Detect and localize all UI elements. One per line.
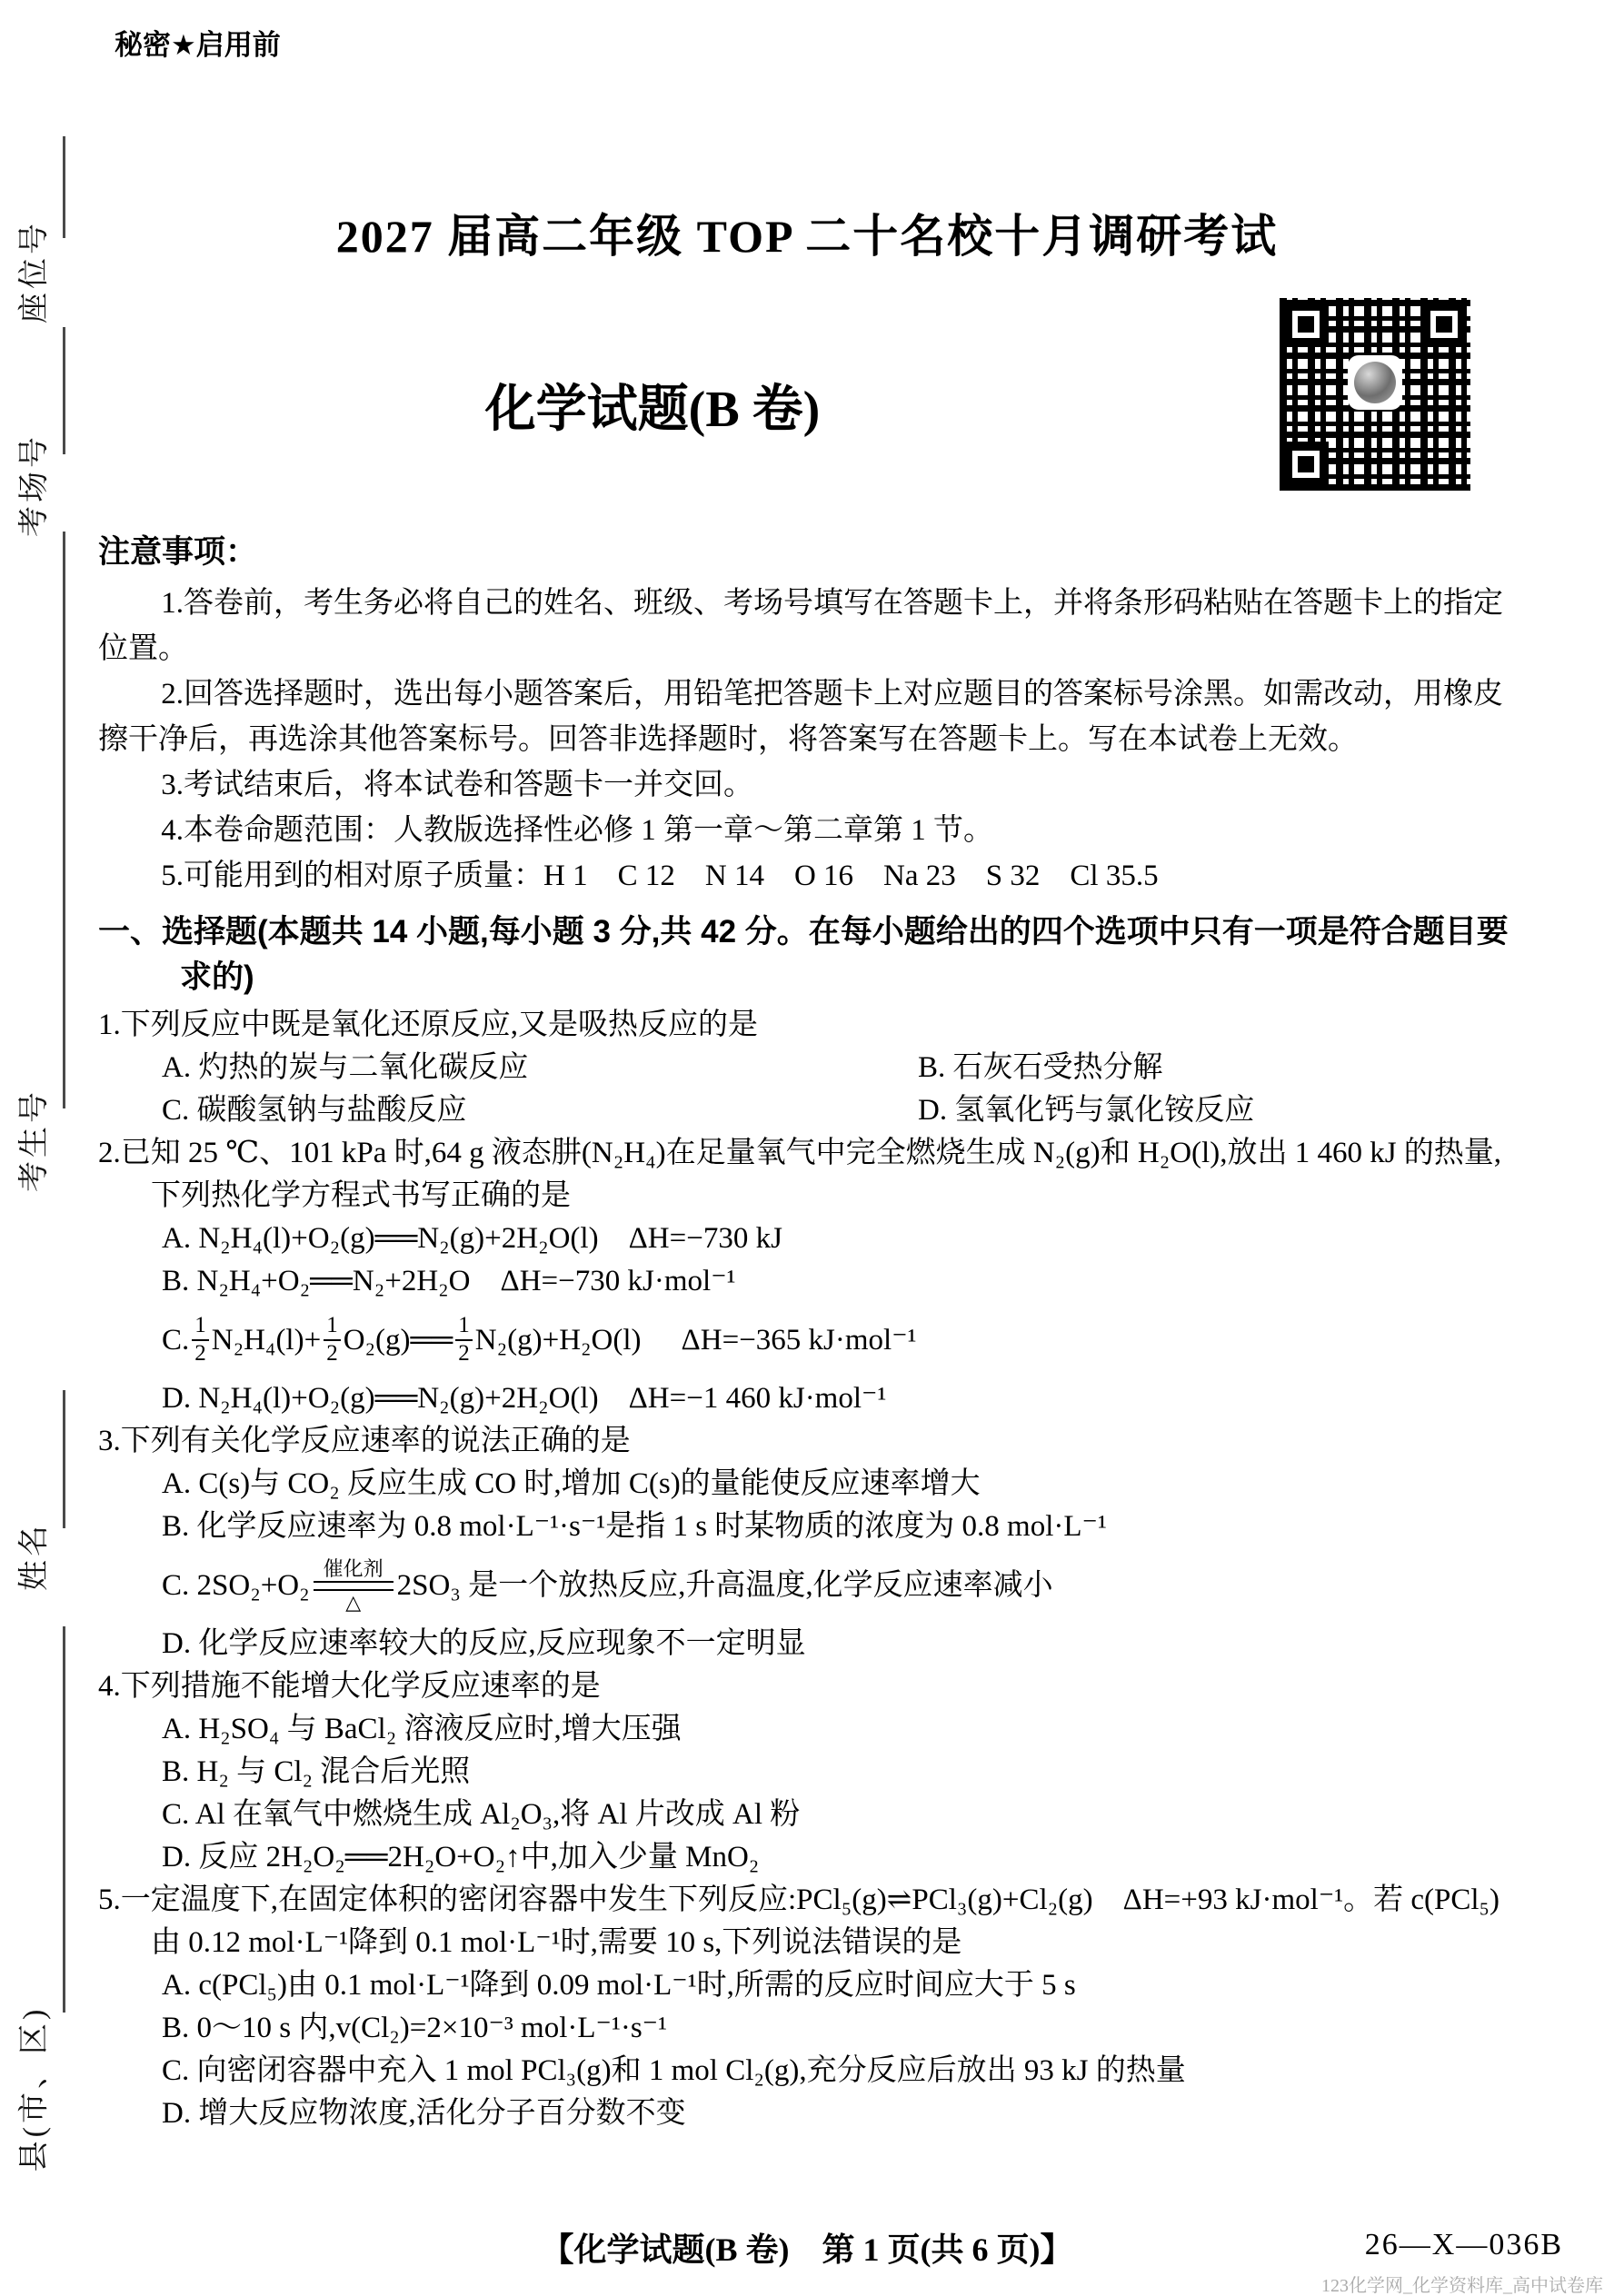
exam-title: 2027 届高二年级 TOP 二十名校十月调研考试 [335,211,1279,262]
footer-page-indicator: 【化学试题(B 卷) 第 1 页(共 6 页)】 [541,2231,1073,2268]
exam-room-label: 考场号 [17,433,52,537]
formula-segment: O₂(g)══ [343,1323,453,1357]
seat-number-label: 座位号 [17,220,52,323]
name-label: 姓名 [17,1522,52,1591]
catalyst-label: 催化剂 [323,1557,384,1581]
paper-subtitle: 化学试题(B 卷) [484,382,821,438]
candidate-number-label: 考生号 [17,1088,52,1192]
notice-item-4: 4.本卷命题范围：人教版选择性必修 1 第一章～第二章第 1 节。 [161,814,994,847]
question-3-stem: 3.下列有关化学反应速率的说法正确的是 [98,1425,631,1457]
equation-equals-line [314,1581,394,1591]
county-label: 县(市、区) [17,2005,52,2172]
question-1-option-d: D. 氢氧化钙与氯化铵反应 [918,1094,1255,1127]
question-1 [98,1004,1527,1132]
notice-heading: 注意事项： [98,534,258,570]
question-5 [98,1879,1527,2135]
question-5-stem: 5.一定温度下,在固定体积的密闭容器中发生下列反应:PCl₅(g)⇌PCl₃(g)+Cl₂(g) ΔH=+93 kJ·mol⁻¹。若 c(PCl₅)由 0.12 mol·L⁻¹降到 0.1 mol·L⁻¹时,需要 10 s,下列说法错误的是 [98,1884,1500,1959]
question-5-option-c: C. 向密闭容器中充入 1 mol PCl₃(g)和 1 mol Cl₂(g),充分反应后放出 93 kJ 的热量 [162,2054,1186,2087]
question-2 [98,1132,1527,1420]
option-label: C. [162,1323,190,1357]
fraction: $\frac{1}{2}$ [324,1313,341,1367]
question-5-option-d: D. 增大反应物浓度,活化分子百分数不变 [162,2097,686,2130]
qr-finder-top-left [1283,302,1329,347]
fill-line [63,1626,65,2013]
question-4-option-c: C. Al 在氧气中燃烧生成 Al₂O₃,将 Al 片改成 Al 粉 [162,1798,801,1831]
notice-section [98,530,1523,899]
formula-segment: N₂(g)+H₂O(l) [474,1323,642,1357]
reaction-condition-arrow [314,1557,394,1614]
fill-line [63,1390,65,1528]
qr-finder-bottom-left [1283,442,1329,487]
question-5-option-a: A. c(PCl₅)由 0.1 mol·L⁻¹降到 0.09 mol·L⁻¹时,所需的反应时间应大于 5 s [162,1969,1076,2002]
question-1-option-a: A. 灼热的炭与二氧化碳反应 [162,1051,529,1084]
question-2-stem: 2.已知 25 ℃、101 kPa 时,64 g 液态肼(N₂H₄)在足量氧气中完全燃烧生成 N₂(g)和 H₂O(l),放出 1 460 kJ 的热量,下列热化学方程式书写正确的是 [98,1137,1502,1212]
question-3-option-a: A. C(s)与 CO₂ 反应生成 CO 时,增加 C(s)的量能使反应速率增大 [162,1467,981,1500]
qr-finder-top-right [1421,302,1467,347]
question-4-option-a: A. H₂SO₄ 与 BaCl₂ 溶液反应时,增大压强 [162,1713,682,1745]
formula-segment: C. 2SO₂+O₂ [162,1568,310,1602]
question-5-option-b: B. 0～10 s 内,v(Cl₂)=2×10⁻³ mol·L⁻¹·s⁻¹ [162,2012,667,2044]
fraction: $\frac{1}{2}$ [192,1313,209,1367]
fraction: $\frac{1}{2}$ [455,1313,473,1367]
fill-line [63,532,65,1108]
notice-item-2: 2.回答选择题时，选出每小题答案后，用铅笔把答题卡上对应题目的答案标号涂黑。如需改动，用橡皮擦干净后，再选涂其他答案标号。回答非选择题时，将答案写在答题卡上。写在本试卷上无效。 [98,678,1504,756]
question-2-option-d: D. N₂H₄(l)+O₂(g)══N₂(g)+2H₂O(l) ΔH=−1 460 kJ·mol⁻¹ [162,1382,887,1415]
question-4 [98,1665,1527,1879]
question-1-option-c: C. 碳酸氢钠与盐酸反应 [162,1094,467,1127]
question-2-option-b: B. N₂H₄+O₂══N₂+2H₂O ΔH=−730 kJ·mol⁻¹ [162,1265,736,1297]
footer-paper-code: 26—X—036B [1364,2228,1563,2261]
question-2-option-a: A. N₂H₄(l)+O₂(g)══N₂(g)+2H₂O(l) ΔH=−730 kJ [162,1222,782,1255]
question-3-option-b: B. 化学反应速率为 0.8 mol·L⁻¹·s⁻¹是指 1 s 时某物质的浓度为 0.8 mol·L⁻¹ [162,1510,1107,1543]
question-4-stem: 4.下列措施不能增大化学反应速率的是 [98,1670,601,1703]
questions-section [98,909,1527,2135]
question-1-options [98,1047,1527,1132]
notice-item-5: 5.可能用到的相对原子质量：H 1 C 12 N 14 O 16 Na 23 S 32 Cl 35.5 [161,860,1159,892]
section-heading: 一、选择题(本题共 14 小题,每小题 3 分,共 42 分。在每小题给出的四个选项中只有一项是符合题目要求的) [98,914,1509,995]
notice-item-3: 3.考试结束后，将本试卷和答题卡一并交回。 [161,769,754,801]
question-3 [98,1420,1527,1665]
question-2-option-c [98,1303,1527,1377]
formula-segment: N₂H₄(l)+ [211,1323,322,1357]
question-3-option-c [98,1548,1527,1623]
question-3-option-d: D. 化学反应速率较大的反应,反应现象不一定明显 [162,1627,806,1660]
fill-line [63,327,65,454]
question-1-option-b: B. 石灰石受热分解 [918,1051,1163,1084]
qr-code [1280,298,1470,491]
secret-classification-label: 秘密★启用前 [115,29,281,61]
heat-symbol: △ [345,1590,362,1614]
question-4-option-d: D. 反应 2H₂O₂══2H₂O+O₂↑中,加入少量 MnO₂ [162,1841,760,1874]
question-1-stem: 1.下列反应中既是氧化还原反应,又是吸热反应的是 [98,1009,758,1041]
enthalpy-value: ΔH=−365 kJ·mol⁻¹ [681,1323,917,1357]
notice-item-1: 1.答卷前，考生务必将自己的姓名、班级、考场号填写在答题卡上，并将条形码粘贴在答题卡上的指定位置。 [98,587,1504,665]
question-4-option-b: B. H₂ 与 Cl₂ 混合后光照 [162,1755,471,1788]
qr-center-logo [1348,355,1402,410]
formula-segment: 2SO₃ 是一个放热反应,升高温度,化学反应速率减小 [396,1568,1053,1602]
footer-watermark: 123化学网_化学资料库_高中试卷库 [1321,2276,1603,2296]
